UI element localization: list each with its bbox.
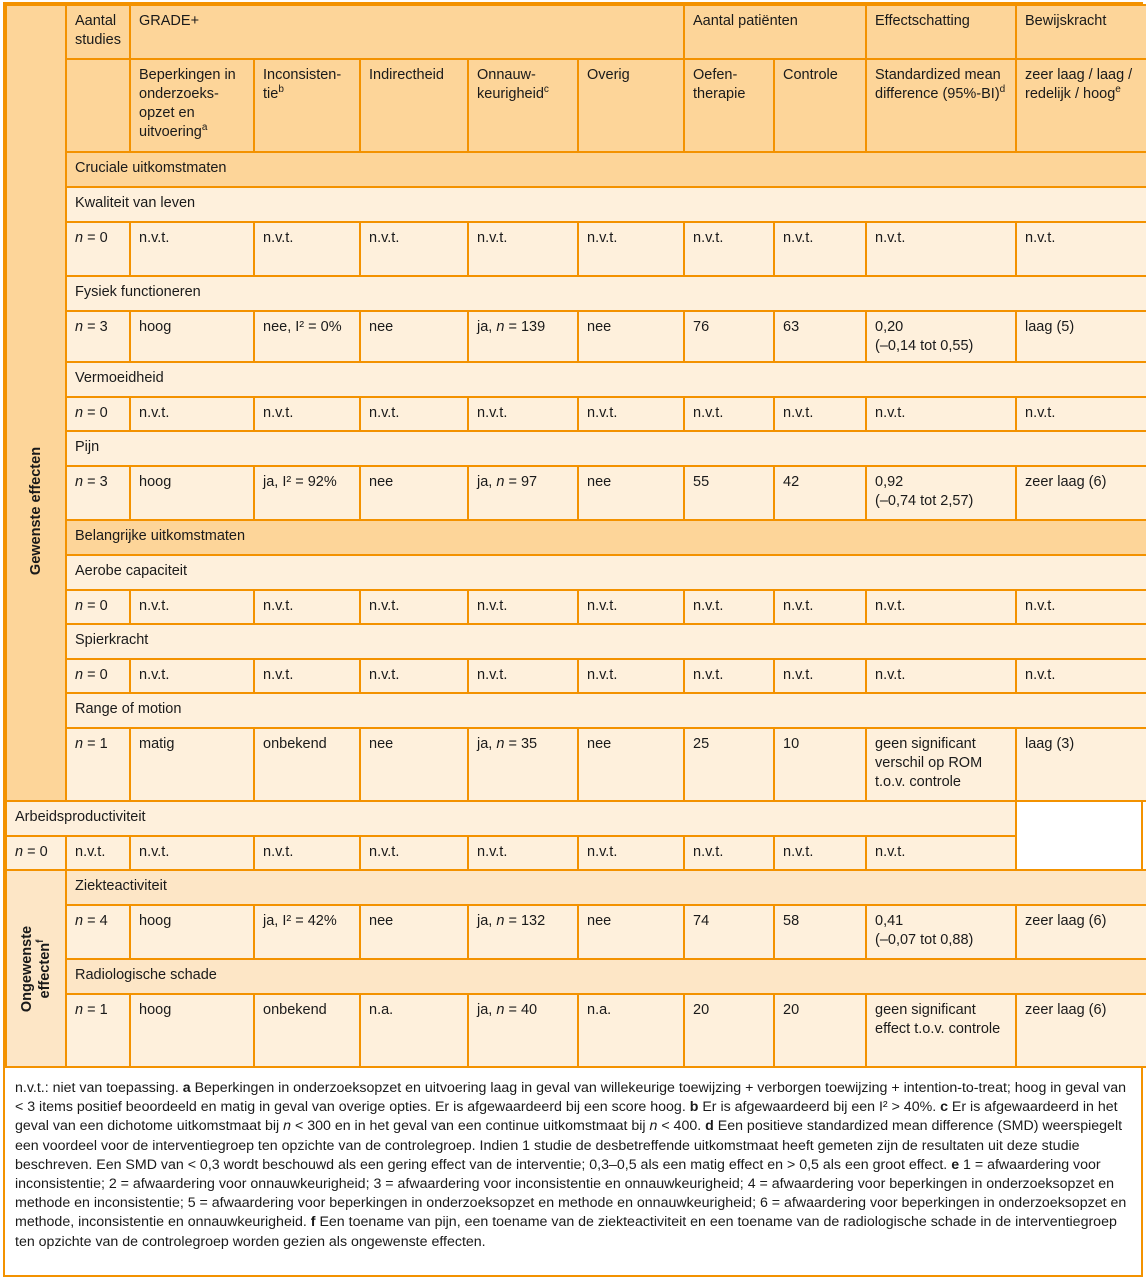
cell-overig: nee: [578, 905, 684, 959]
cell-smd: n.v.t.: [866, 397, 1016, 431]
n-symbol: n: [75, 736, 84, 752]
col-header-effectschatting: Effectschatting: [866, 5, 1016, 59]
cell-oefentherapie: n.v.t.: [684, 590, 774, 624]
cell-controle: n.v.t.: [774, 222, 866, 276]
cell-beperkingen: n.v.t.: [130, 659, 254, 693]
outcome-title: Kwaliteit van leven: [66, 187, 1146, 222]
cell-aantal-studies: [66, 659, 130, 693]
side-label-ongewenste: [6, 870, 66, 1067]
onn-prefix: ja,: [477, 1002, 497, 1018]
cell-smd: geen significant verschil op ROM t.o.v. controle: [866, 728, 1016, 801]
onn-value: = 97: [504, 474, 538, 490]
cell-inconsistentie: onbekend: [254, 728, 360, 801]
subheader-beperkingen-text: Beperkingen in onderzoeks-opzet en uitvoering: [139, 67, 236, 140]
cell-beperkingen: n.v.t.: [130, 397, 254, 431]
subheader-onnauwkeurigheid-text: Onnauw-keurigheid: [477, 67, 544, 102]
outcome-data-row: [6, 836, 1146, 870]
onn-value: = 35: [504, 736, 538, 752]
cell-beperkingen: hoog: [130, 994, 254, 1067]
footnote-text: Er is afgewaardeerd in het geval van een dichotome uitkomstmaat bij: [15, 1099, 1118, 1135]
onn-prefix: ja,: [477, 474, 497, 490]
n-symbol: n: [75, 230, 84, 246]
footnote-text: Er is afgewaardeerd bij een I² > 40%.: [698, 1099, 941, 1116]
outcome-data-row: [6, 466, 1146, 520]
outcome-title-row: [6, 431, 1146, 466]
subheader-overig: Overig: [578, 59, 684, 152]
outcome-title-row: [6, 801, 1146, 836]
n-value: = 0: [83, 667, 108, 683]
cell-controle: 10: [774, 728, 866, 801]
cell-smd: n.v.t.: [866, 222, 1016, 276]
cell-overig: nee: [578, 311, 684, 362]
cell-overig: n.v.t.: [578, 397, 684, 431]
n-value: = 0: [23, 844, 48, 860]
onn-prefix: ja,: [477, 319, 497, 335]
cell-bewijskracht: n.v.t.: [1016, 590, 1146, 624]
footnote-marker-b: b: [689, 1099, 699, 1116]
cell-oefentherapie: n.v.t.: [684, 397, 774, 431]
side-label-ongewenste-text: [18, 925, 54, 1011]
outcome-title-row: [6, 362, 1146, 397]
outcome-data-row: [6, 311, 1146, 362]
section-row-belangrijke: [6, 520, 1146, 555]
n-symbol: n: [75, 474, 84, 490]
cell-bewijskracht: zeer laag (6): [1016, 905, 1146, 959]
cell-controle: 58: [774, 905, 866, 959]
cell-aantal-studies: [66, 905, 130, 959]
n-symbol: n: [496, 319, 505, 335]
cell-aantal-studies: [66, 994, 130, 1067]
subheader-onnauwkeurigheid: [468, 59, 578, 152]
outcome-data-row: [6, 905, 1146, 959]
subheader-empty: [66, 59, 130, 152]
cell-onnauwkeurigheid: n.v.t.: [468, 659, 578, 693]
outcome-title-row: [6, 693, 1146, 728]
cell-aantal-studies: [66, 590, 130, 624]
cell-aantal-studies: [66, 728, 130, 801]
col-header-grade: GRADE+: [130, 5, 684, 59]
footnote-ref-c: c: [543, 84, 549, 96]
cell-inconsistentie: nee, I² = 0%: [254, 311, 360, 362]
cell-aantal-studies: [66, 466, 130, 520]
cell-onnauwkeurigheid: n.v.t.: [468, 222, 578, 276]
cell-indirectheid: nee: [360, 905, 468, 959]
subheader-indirectheid: Indirectheid: [360, 59, 468, 152]
side-label-ongewenste-line2-text: effecten: [37, 942, 53, 998]
subheader-inconsistentie-text: Inconsisten-tie: [263, 67, 342, 102]
n-value: = 0: [83, 230, 108, 246]
side-label-gewenste: [6, 5, 66, 801]
outcome-title: Range of motion: [66, 693, 1146, 728]
outcome-data-row: [6, 590, 1146, 624]
footnote-text: < 400.: [657, 1118, 706, 1135]
cell-inconsistentie: n.v.t.: [254, 222, 360, 276]
cell-bewijskracht: n.v.t.: [1016, 659, 1146, 693]
cell-onnauwkeurigheid: [468, 311, 578, 362]
section-row-cruciale: [6, 152, 1146, 187]
cell-smd: [866, 466, 1016, 520]
cell-inconsistentie: n.v.t.: [254, 397, 360, 431]
subheader-inconsistentie: [254, 59, 360, 152]
n-value: = 4: [83, 913, 108, 929]
subheader-oefentherapie: Oefen-therapie: [684, 59, 774, 152]
subheader-controle: Controle: [774, 59, 866, 152]
cell-overig: n.v.t.: [468, 836, 578, 870]
cell-controle: n.v.t.: [774, 659, 866, 693]
cell-smd: [866, 905, 1016, 959]
onn-prefix: ja,: [477, 736, 497, 752]
footnote-marker-f: f: [310, 1214, 316, 1231]
outcome-data-row: [6, 728, 1146, 801]
grade-evidence-table: [5, 4, 1146, 1068]
cell-inconsistentie: n.v.t.: [130, 836, 254, 870]
side-label-ongewenste-line1: Ongewenste: [19, 925, 35, 1012]
footnote-text: Een toename van pijn, een toename van de ziekteactiviteit en een toename van de radiologische schade in de interventiegroep ten opzichte van de controlegroep worden gezien als ongewenste effecten.: [15, 1214, 1117, 1250]
cell-oefentherapie: 55: [684, 466, 774, 520]
onn-prefix: ja,: [477, 913, 497, 929]
footnote-ref-a: a: [201, 122, 208, 134]
subheader-bewijs: [1016, 59, 1146, 152]
cell-beperkingen: hoog: [130, 466, 254, 520]
cell-overig: nee: [578, 728, 684, 801]
subheader-smd: [866, 59, 1016, 152]
cell-overig: nee: [578, 466, 684, 520]
footnote-text: < 300 en in het geval van een continue uitkomstmaat bij: [291, 1118, 650, 1135]
footnote-ref-d: d: [999, 84, 1006, 96]
n-value: = 1: [83, 1002, 108, 1018]
section-title-cruciale: Cruciale uitkomstmaten: [66, 152, 1146, 187]
cell-onnauwkeurigheid: [468, 905, 578, 959]
cell-indirectheid: n.v.t.: [254, 836, 360, 870]
outcome-title: Spierkracht: [66, 624, 1146, 659]
cell-controle: 63: [774, 311, 866, 362]
cell-indirectheid: n.v.t.: [360, 659, 468, 693]
outcome-data-row: [6, 222, 1146, 276]
onn-value: = 40: [504, 1002, 538, 1018]
n-symbol: n: [496, 474, 505, 490]
footnote-text: 1 = afwaardering voor inconsistentie; 2 = afwaardering voor onnauwkeurigheid; 3 = afwaardering voor inconsistentie en onnauwkeurigheid; 4 = afwaardering voor beperkingen in onderzoeksopzet en methode en inconsistentie; 5 = afwaardering voor beperkingen in onderzoeksopzet en methode en onnauwkeurigheid; 6 = afwaardering voor beperkingen in onderzoeksopzet en methode, inconsistentie en onnauwkeurigheid.: [15, 1156, 1127, 1231]
footnote-marker-d: d: [705, 1118, 714, 1135]
smd-ci: (–0,14 tot 0,55): [875, 338, 974, 354]
smd-value: 0,41: [875, 913, 904, 929]
n-symbol: n: [649, 1118, 658, 1135]
outcome-title-row: [6, 624, 1146, 659]
cell-beperkingen: matig: [130, 728, 254, 801]
n-value: = 3: [83, 474, 108, 490]
cell-oefentherapie: n.v.t.: [684, 659, 774, 693]
cell-controle: n.v.t.: [774, 397, 866, 431]
cell-aantal-studies: [6, 836, 66, 870]
cell-overig: n.a.: [578, 994, 684, 1067]
outcome-title: Fysiek functioneren: [66, 276, 1146, 311]
cell-indirectheid: n.v.t.: [360, 397, 468, 431]
footnote-marker-c: c: [940, 1099, 948, 1116]
n-symbol: n: [75, 598, 84, 614]
outcome-title: Arbeidsproductiviteit: [6, 801, 1016, 836]
cell-smd: [866, 311, 1016, 362]
subheader-smd-text: Standardized mean difference (95%-BI): [875, 67, 1001, 102]
footnote-text: Een positieve standardized mean difference (SMD) weerspiegelt een voordeel voor de interventiegroep ten opzichte van de controlegroep. Indien 1 studie de desbetreffende uitkomstmaat heeft gemeten zijn de resultaten uit deze studie beschreven. Een SMD van < 0,3 wordt beschouwd als een gering effect van de interventie; 0,3–0,5 als een matig effect en > 0,5 als een groot effect.: [15, 1118, 1123, 1173]
cell-oefentherapie: n.v.t.: [684, 222, 774, 276]
outcome-title: Radiologische schade: [66, 959, 1146, 994]
cell-oefentherapie: 20: [684, 994, 774, 1067]
n-symbol: n: [75, 405, 84, 421]
cell-smd: geen significant effect t.o.v. controle: [866, 994, 1016, 1067]
evidence-table-container: [3, 2, 1143, 1277]
n-symbol: n: [75, 667, 84, 683]
n-symbol: n: [496, 913, 505, 929]
cell-indirectheid: n.v.t.: [360, 222, 468, 276]
outcome-title: Pijn: [66, 431, 1146, 466]
cell-indirectheid: n.a.: [360, 994, 468, 1067]
cell-oefentherapie: n.v.t.: [578, 836, 684, 870]
outcome-title: Aerobe capaciteit: [66, 555, 1146, 590]
footnote-ref-e: e: [1115, 84, 1121, 96]
cell-beperkingen: hoog: [130, 311, 254, 362]
outcome-data-row: [6, 659, 1146, 693]
n-symbol: n: [75, 319, 84, 335]
cell-bewijskracht: n.v.t.: [1016, 222, 1146, 276]
cell-overig: n.v.t.: [578, 590, 684, 624]
side-label-gewenste-text: Gewenste effecten: [28, 446, 44, 576]
cell-bewijskracht: zeer laag (6): [1016, 466, 1146, 520]
cell-smd: n.v.t.: [774, 836, 866, 870]
cell-controle: n.v.t.: [774, 590, 866, 624]
subheader-beperkingen: [130, 59, 254, 152]
cell-bewijskracht: n.v.t.: [866, 836, 1016, 870]
n-symbol: n: [75, 1002, 84, 1018]
footnote-ref-b: b: [278, 84, 284, 96]
smd-ci: (–0,74 tot 2,57): [875, 493, 974, 509]
outcome-title-row: [6, 187, 1146, 222]
outcome-title-row: [6, 276, 1146, 311]
cell-beperkingen: n.v.t.: [130, 222, 254, 276]
cell-indirectheid: nee: [360, 728, 468, 801]
cell-controle: 20: [774, 994, 866, 1067]
cell-bewijskracht: laag (5): [1016, 311, 1146, 362]
cell-beperkingen: hoog: [130, 905, 254, 959]
smd-ci: (–0,07 tot 0,88): [875, 932, 974, 948]
footnote-marker-a: a: [182, 1080, 191, 1096]
cell-overig: n.v.t.: [578, 222, 684, 276]
cell-onnauwkeurigheid: [468, 994, 578, 1067]
cell-oefentherapie: 25: [684, 728, 774, 801]
cell-inconsistentie: n.v.t.: [254, 659, 360, 693]
cell-smd: n.v.t.: [866, 590, 1016, 624]
col-header-bewijskracht: Bewijskracht: [1016, 5, 1146, 59]
outcome-title: Vermoeidheid: [66, 362, 1146, 397]
cell-onnauwkeurigheid: n.v.t.: [468, 590, 578, 624]
side-label-ongewenste-line2: [36, 925, 54, 1011]
onn-value: = 139: [504, 319, 546, 335]
subheader-bewijs-text: zeer laag / laag / redelijk / hoog: [1025, 67, 1133, 102]
n-symbol: n: [75, 913, 84, 929]
cell-inconsistentie: n.v.t.: [254, 590, 360, 624]
smd-value: 0,20: [875, 319, 904, 335]
outcome-data-row: [6, 994, 1146, 1067]
cell-indirectheid: n.v.t.: [360, 590, 468, 624]
onn-value: = 132: [504, 913, 546, 929]
cell-onnauwkeurigheid: n.v.t.: [360, 836, 468, 870]
n-symbol: n: [496, 736, 505, 752]
footnote-marker-e: e: [951, 1156, 960, 1173]
n-value: = 3: [83, 319, 108, 335]
subheader-row: [6, 59, 1146, 152]
cell-inconsistentie: ja, I² = 42%: [254, 905, 360, 959]
cell-onnauwkeurigheid: [468, 728, 578, 801]
cell-bewijskracht: n.v.t.: [1016, 397, 1146, 431]
cell-indirectheid: nee: [360, 311, 468, 362]
cell-smd: n.v.t.: [866, 659, 1016, 693]
section-title-belangrijke: Belangrijke uitkomstmaten: [66, 520, 1146, 555]
cell-controle: 42: [774, 466, 866, 520]
cell-beperkingen: n.v.t.: [130, 590, 254, 624]
cell-indirectheid: nee: [360, 466, 468, 520]
cell-oefentherapie: 76: [684, 311, 774, 362]
cell-bewijskracht: zeer laag (6): [1016, 994, 1146, 1067]
cell-aantal-studies: [66, 311, 130, 362]
cell-inconsistentie: ja, I² = 92%: [254, 466, 360, 520]
outcome-data-row: [6, 397, 1146, 431]
footnote-text: n.v.t.: niet van toepassing.: [15, 1080, 183, 1096]
cell-beperkingen: n.v.t.: [66, 836, 130, 870]
footnote-ref-f: f: [35, 939, 47, 943]
outcome-title-row: [6, 555, 1146, 590]
table-footnote: [5, 1071, 1141, 1258]
outcome-title: Ziekteactiviteit: [66, 870, 1146, 905]
cell-bewijskracht: laag (3): [1016, 728, 1146, 801]
n-symbol: n: [496, 1002, 505, 1018]
header-row: [6, 5, 1146, 59]
cell-aantal-studies: [66, 222, 130, 276]
outcome-title-row: [6, 959, 1146, 994]
cell-oefentherapie: 74: [684, 905, 774, 959]
col-header-aantal-patienten: Aantal patiënten: [684, 5, 866, 59]
cell-overig: n.v.t.: [578, 659, 684, 693]
cell-controle: n.v.t.: [684, 836, 774, 870]
smd-value: 0,92: [875, 474, 904, 490]
n-symbol: n: [15, 844, 24, 860]
n-value: = 0: [83, 405, 108, 421]
n-symbol: n: [283, 1118, 292, 1135]
n-value: = 0: [83, 598, 108, 614]
cell-onnauwkeurigheid: [468, 466, 578, 520]
col-header-aantal-studies: Aantal studies: [66, 5, 130, 59]
n-value: = 1: [83, 736, 108, 752]
cell-inconsistentie: onbekend: [254, 994, 360, 1067]
footnote-text: Beperkingen in onderzoeksopzet en uitvoering laag in geval van willekeurige toewijzing + verborgen toewijzing + intention-to-treat; hoog in geval van < 3 items positief beoordeeld en matig in geval van overige opties. Er is afgewaardeerd bij een score hoog.: [15, 1080, 1127, 1116]
cell-aantal-studies: [66, 397, 130, 431]
outcome-title-row: [6, 870, 1146, 905]
cell-onnauwkeurigheid: n.v.t.: [468, 397, 578, 431]
